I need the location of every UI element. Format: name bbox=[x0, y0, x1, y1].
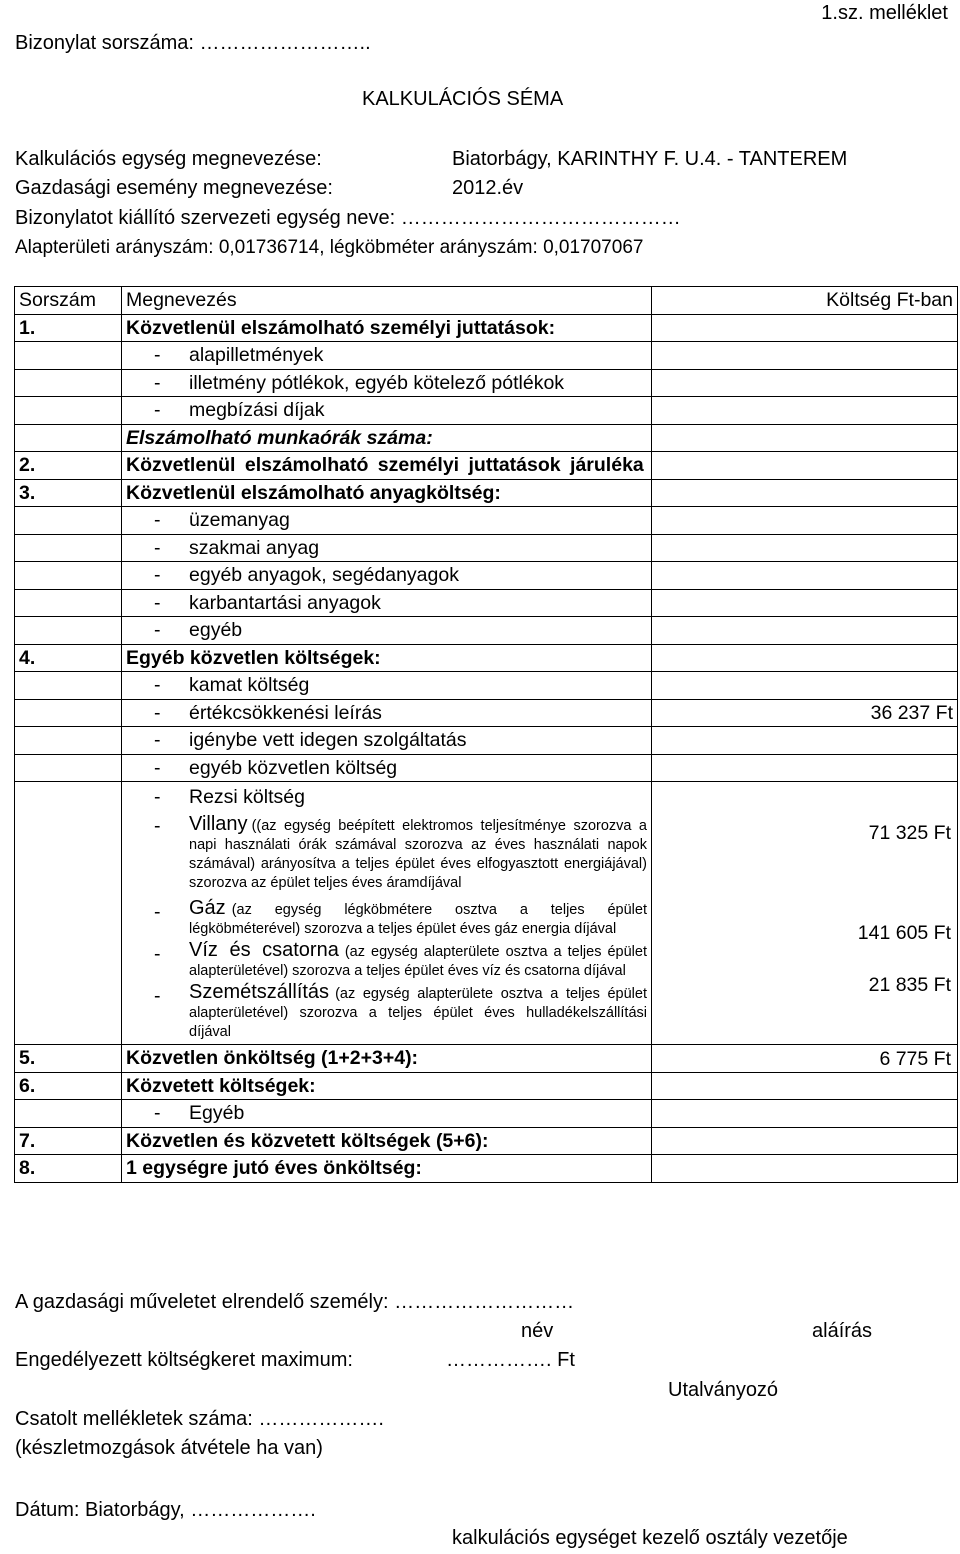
signature-label: aláírás bbox=[812, 1320, 873, 1342]
event-name-value: 2012.év bbox=[452, 177, 524, 199]
unit-name-value: Biatorbágy, KARINTHY F. U.4. - TANTEREM bbox=[452, 148, 848, 170]
table-row bbox=[15, 534, 958, 562]
table-row bbox=[15, 369, 958, 397]
item-label: igénybe vett idegen szolgáltatás bbox=[189, 729, 467, 751]
item-label: egyéb bbox=[189, 619, 243, 641]
item-label: illetmény pótlékok, egyéb kötelező pótlékok bbox=[189, 371, 565, 394]
table-row bbox=[15, 342, 958, 370]
electricity-label: Villany bbox=[189, 813, 248, 835]
date-label: Dátum: Biatorbágy, ………………. bbox=[15, 1499, 316, 1521]
row-title: Közvetlen és közvetett költségek (5+6): bbox=[122, 1127, 652, 1155]
table-row bbox=[15, 672, 958, 700]
dash: - bbox=[154, 564, 161, 586]
item-label: Rezsi költség bbox=[189, 786, 305, 808]
dash: - bbox=[154, 536, 161, 559]
gas-cost: 141 605 Ft bbox=[857, 922, 951, 944]
attachments-note: (készletmozgások átvétele ha van) bbox=[15, 1437, 323, 1459]
row-number: 3. bbox=[15, 479, 122, 507]
waste-label: Szemétszállítás bbox=[189, 981, 330, 1003]
dash: - bbox=[154, 344, 161, 366]
row-number: 2. bbox=[15, 452, 122, 480]
electricity-cost: 71 325 Ft bbox=[868, 822, 951, 844]
table-row bbox=[15, 507, 958, 535]
waste-cost: 6 775 Ft bbox=[879, 1048, 951, 1070]
dash: - bbox=[154, 1102, 161, 1124]
utility-costs-block bbox=[122, 782, 652, 1045]
voucher-label: Utalványozó bbox=[668, 1379, 779, 1401]
dash: - bbox=[154, 674, 161, 696]
table-row bbox=[15, 782, 958, 1045]
name-label: név bbox=[521, 1320, 554, 1342]
calculation-table bbox=[14, 286, 958, 1183]
gas-label: Gáz bbox=[189, 897, 226, 919]
waste-description: (az egység alapterülete osztva a teljes épület alapterületével) szorozva a teljes épület éves hulladékelszállítási díjával bbox=[189, 986, 647, 1040]
dash: - bbox=[154, 619, 161, 641]
orderer-label: A gazdasági műveletet elrendelő személy: ……………………… bbox=[15, 1291, 575, 1313]
row-number: 6. bbox=[15, 1072, 122, 1100]
header-cost: Költség Ft-ban bbox=[652, 287, 958, 315]
row-title: Egyéb közvetlen költségek: bbox=[122, 644, 652, 672]
table-row bbox=[15, 314, 958, 342]
dash: - bbox=[154, 509, 161, 531]
dash: - bbox=[154, 901, 161, 923]
row-title: Közvetett költségek: bbox=[122, 1072, 652, 1100]
item-label: karbantartási anyagok bbox=[189, 591, 381, 614]
dash: - bbox=[154, 399, 161, 421]
table-row bbox=[15, 1127, 958, 1155]
electricity-description: ((az egység beépített elektromos teljesítménye szorozva a napi használati órák számával szorozva az éves használati napok számával) arányosítva a teljes épület éves elfogyasztott energiájával) szorozva az épület teljes éves áramdíjával bbox=[189, 818, 647, 891]
utility-costs-column bbox=[652, 782, 958, 1070]
row-number: 4. bbox=[15, 644, 122, 672]
table-row bbox=[15, 452, 958, 480]
dash: - bbox=[154, 756, 161, 779]
row-cost bbox=[652, 314, 958, 342]
issuer-label: Bizonylatot kiállító szervezeti egység neve: …………………………………… bbox=[15, 207, 681, 229]
document-number-label: Bizonylat sorszáma: …………………….. bbox=[15, 32, 371, 54]
attachments-label: Csatolt mellékletek száma: ………………. bbox=[15, 1408, 384, 1430]
table-row bbox=[15, 397, 958, 425]
dash: - bbox=[154, 371, 161, 394]
gas-description: (az egység légköbmétere osztva a teljes épület légköbméterével) szorozva a teljes épület éves gáz energia díjával bbox=[189, 902, 647, 937]
row-title: Közvetlenül elszámolható anyagköltség: bbox=[122, 479, 652, 507]
table-row bbox=[15, 1072, 958, 1100]
row-title: 1 egységre jutó éves önköltség: bbox=[122, 1155, 652, 1183]
water-label: Víz és csatorna bbox=[189, 939, 339, 961]
dash: - bbox=[154, 786, 161, 808]
row-number: 7. bbox=[15, 1127, 122, 1155]
table-row bbox=[15, 1155, 958, 1183]
unit-name-label: Kalkulációs egység megnevezése: bbox=[15, 148, 322, 170]
row-title: Közvetlenül elszámolható személyi juttatások járuléka bbox=[122, 452, 652, 480]
table-header-row bbox=[15, 287, 958, 315]
item-label: kamat költség bbox=[189, 674, 310, 696]
row-title: Közvetlenül elszámolható személyi juttatások: bbox=[122, 314, 652, 342]
item-label: egyéb anyagok, segédanyagok bbox=[189, 564, 459, 586]
table-row bbox=[15, 589, 958, 617]
table-row bbox=[15, 617, 958, 645]
budget-label: Engedélyezett költségkeret maximum: bbox=[15, 1349, 353, 1371]
dash: - bbox=[154, 985, 161, 1007]
table-row bbox=[15, 1045, 958, 1073]
department-head-label: kalkulációs egységet kezelő osztály vezetője bbox=[452, 1527, 848, 1549]
row-number: 5. bbox=[15, 1045, 122, 1073]
table-row bbox=[15, 479, 958, 507]
item-label: egyéb közvetlen költség bbox=[189, 756, 398, 779]
table-row bbox=[15, 1100, 958, 1128]
water-cost: 21 835 Ft bbox=[868, 974, 951, 996]
table-row bbox=[15, 727, 958, 755]
dash: - bbox=[154, 591, 161, 614]
event-name-label: Gazdasági esemény megnevezése: bbox=[15, 177, 333, 199]
item-label: szakmai anyag bbox=[189, 536, 320, 559]
row-title: Közvetlen önköltség (1+2+3+4): bbox=[122, 1045, 652, 1073]
dash: - bbox=[154, 701, 161, 724]
table-row bbox=[15, 644, 958, 672]
item-label: üzemanyag bbox=[189, 509, 290, 531]
item-label: alapilletmények bbox=[189, 344, 324, 366]
table-row bbox=[15, 754, 958, 782]
header-number: Sorszám bbox=[15, 287, 122, 315]
work-hours-label: Elszámolható munkaórák száma: bbox=[122, 424, 652, 452]
dash: - bbox=[154, 729, 161, 751]
header-name: Megnevezés bbox=[122, 287, 652, 315]
item-label: Egyéb bbox=[189, 1102, 245, 1124]
water-description: (az egység alapterülete osztva a teljes épület alapterületével) szorozva a teljes épület éves víz és csatorna díjával bbox=[189, 944, 647, 979]
row-number: 1. bbox=[15, 314, 122, 342]
budget-value: ……………. Ft bbox=[446, 1349, 575, 1371]
attachment-label: 1.sz. melléklet bbox=[821, 2, 948, 24]
ratio-line: Alapterületi arányszám: 0,01736714, légköbméter arányszám: 0,01707067 bbox=[15, 237, 644, 258]
row-number: 8. bbox=[15, 1155, 122, 1183]
dash: - bbox=[154, 815, 161, 837]
table-row bbox=[15, 424, 958, 452]
cost-value: 36 237 Ft bbox=[652, 699, 958, 727]
item-label: értékcsökkenési leírás bbox=[189, 701, 382, 724]
table-row bbox=[15, 699, 958, 727]
table-row bbox=[15, 562, 958, 590]
dash: - bbox=[154, 943, 161, 965]
item-label: megbízási díjak bbox=[189, 399, 325, 421]
page-title: KALKULÁCIÓS SÉMA bbox=[362, 88, 564, 110]
